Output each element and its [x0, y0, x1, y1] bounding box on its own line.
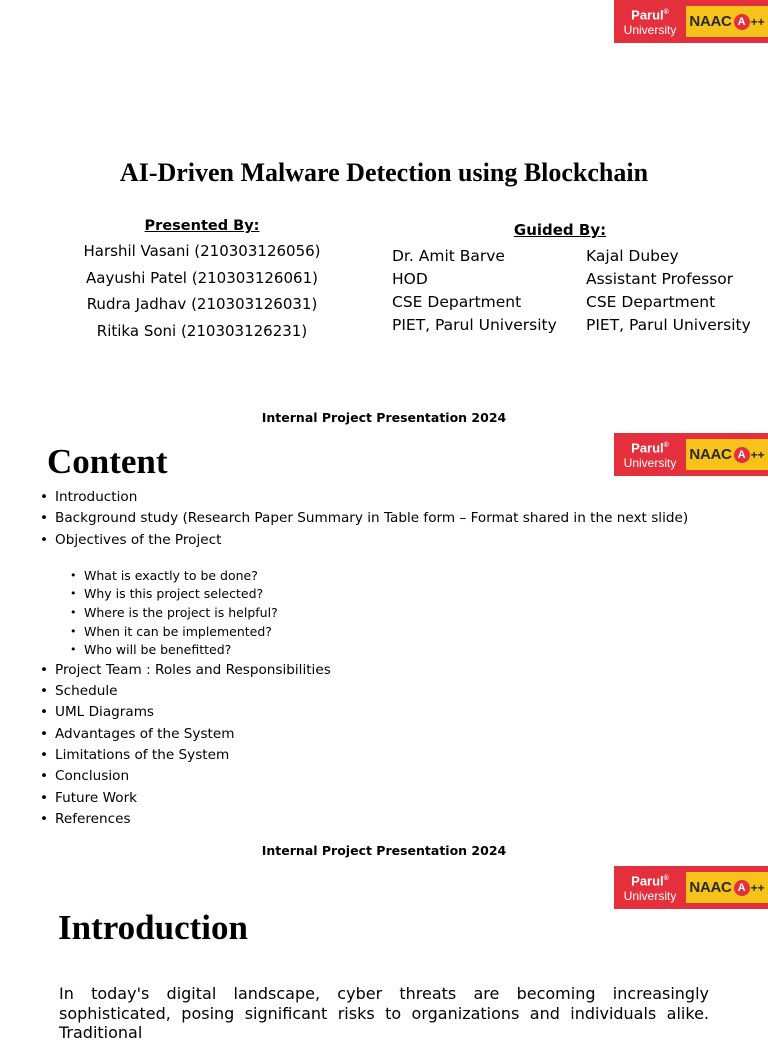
guide-role: HOD	[392, 270, 428, 288]
list-item: • References	[40, 809, 688, 830]
guide-amit-barve	[392, 245, 557, 337]
parul-university-mark: Parul® University	[623, 440, 677, 470]
content-list	[40, 487, 688, 830]
parul-naac-logo	[614, 433, 768, 476]
list-item: • Objectives of the Project	[40, 530, 688, 551]
slide-footer: Internal Project Presentation 2024	[261, 843, 507, 858]
introduction-paragraph: In today's digital landscape, cyber threats are becoming increasingly sophisticated, posing significant risks to organizations and individuals alike. Traditional	[59, 984, 709, 1043]
guide-role: Assistant Professor	[586, 270, 734, 288]
presenter-name: Aayushi Patel (210303126061)	[86, 268, 318, 287]
guided-by-heading: Guided By:	[513, 221, 607, 239]
list-item: • Future Work	[40, 788, 688, 809]
parul-naac-logo	[614, 0, 768, 43]
guide-dept: CSE Department	[392, 293, 522, 311]
presenter-name: Ritika Soni (210303126231)	[96, 322, 308, 341]
sub-list-item: • Where is the project is helpful?	[40, 604, 688, 623]
presenter-name: Harshil Vasani (210303126056)	[83, 242, 321, 260]
presented-by-block	[62, 218, 342, 345]
presentation-title: AI-Driven Malware Detection using Blockchain	[119, 158, 649, 187]
sub-list-item: • What is exactly to be done?	[40, 567, 688, 586]
introduction-slide	[0, 864, 768, 1043]
naac-badge: NAAC A ++	[686, 439, 768, 470]
guide-name: Dr. Amit Barve	[392, 247, 505, 265]
sub-list-item: • When it can be implemented?	[40, 623, 688, 642]
list-item: • Introduction	[40, 487, 688, 508]
slide-footer: Internal Project Presentation 2024	[261, 410, 507, 425]
guide-institute: PIET, Parul University	[586, 316, 751, 334]
content-slide	[0, 432, 768, 864]
list-item: • Background study (Research Paper Summary in Table form – Format shared in the next slide)	[40, 508, 688, 529]
list-item: • Advantages of the System	[40, 724, 688, 745]
parul-university-mark: Parul® University	[623, 873, 677, 903]
content-heading: Content	[47, 442, 168, 481]
list-spacer	[40, 551, 688, 567]
list-item: • Schedule	[40, 681, 688, 702]
guide-dept: CSE Department	[586, 293, 716, 311]
parul-naac-logo	[614, 866, 768, 909]
list-item: • UML Diagrams	[40, 702, 688, 723]
guide-name: Kajal Dubey	[586, 247, 679, 265]
introduction-heading: Introduction	[58, 908, 248, 947]
title-slide	[0, 0, 768, 432]
guide-kajal-dubey	[586, 245, 751, 337]
list-item: • Limitations of the System	[40, 745, 688, 766]
sub-list-item: • Who will be benefitted?	[40, 641, 688, 660]
sub-list-item: • Why is this project selected?	[40, 585, 688, 604]
list-item: • Project Team : Roles and Responsibilities	[40, 660, 688, 681]
presenter-name: Rudra Jadhav (210303126031)	[86, 295, 318, 314]
list-item: • Conclusion	[40, 766, 688, 787]
naac-badge: NAAC A ++	[686, 6, 768, 37]
parul-university-mark: Parul® University	[623, 7, 677, 37]
presented-by-heading: Presented By:	[144, 218, 260, 234]
guide-institute: PIET, Parul University	[392, 316, 557, 334]
naac-badge: NAAC A ++	[686, 872, 768, 903]
